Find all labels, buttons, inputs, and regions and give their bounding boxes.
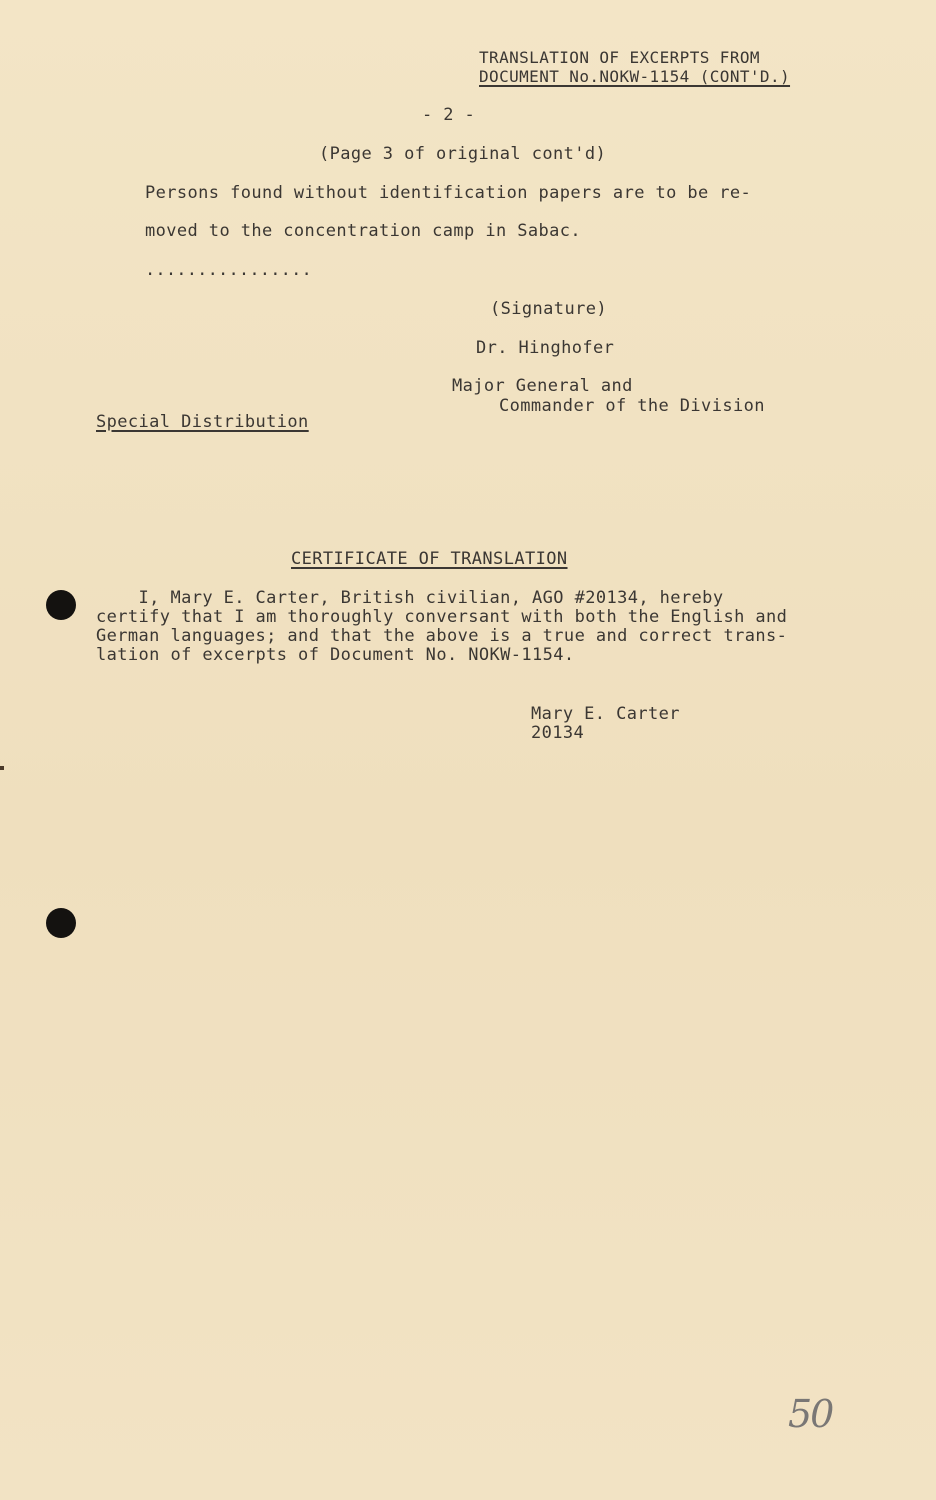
header-line-2: DOCUMENT No.NOKW-1154 (CONT'D.) [479, 67, 791, 86]
signer-name: Dr. Hinghofer [476, 338, 615, 358]
signer-title-2: Commander of the Division [499, 396, 765, 416]
signature-label: (Signature) [490, 299, 607, 319]
body-line-1: Persons found without identification papers are to be re- [145, 183, 752, 203]
punch-hole-bottom [46, 908, 76, 938]
translator-number: 20134 [531, 723, 585, 743]
omission-dots: ................ [145, 260, 312, 280]
certificate-line-2: certify that I am thoroughly conversant with both the English and [96, 607, 788, 627]
original-page-reference: (Page 3 of original cont'd) [319, 144, 607, 164]
certificate-heading: CERTIFICATE OF TRANSLATION [291, 549, 568, 569]
certificate-line-1: I, Mary E. Carter, British civilian, AGO #20134, hereby [96, 588, 724, 608]
folio-number: 50 [788, 1392, 833, 1436]
punch-hole-top [46, 590, 76, 620]
distribution-note: Special Distribution [96, 412, 309, 432]
translator-name: Mary E. Carter [531, 704, 680, 724]
certificate-line-4: lation of excerpts of Document No. NOKW-1154. [96, 645, 575, 665]
body-line-2: moved to the concentration camp in Sabac. [145, 221, 582, 241]
edge-mark [0, 766, 4, 770]
page-number: - 2 - [422, 105, 476, 125]
certificate-line-3: German languages; and that the above is a true and correct trans- [96, 626, 788, 646]
signer-title-1: Major General and [452, 376, 633, 396]
header-line-1: TRANSLATION OF EXCERPTS FROM [479, 48, 760, 67]
